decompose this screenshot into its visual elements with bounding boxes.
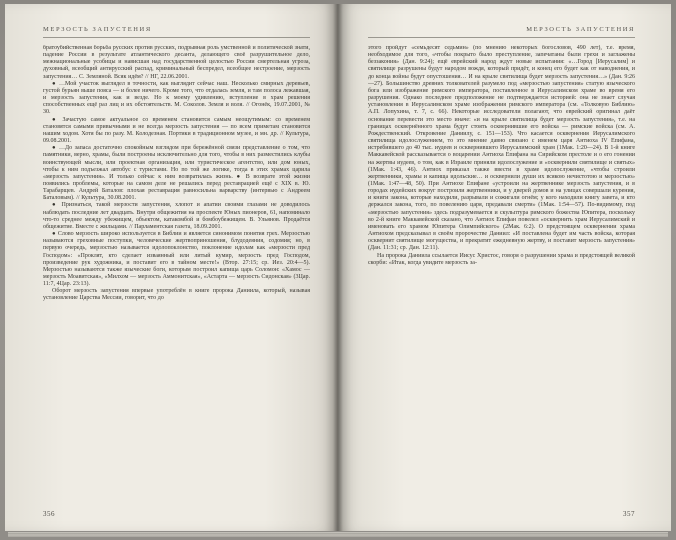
page-right-content [368, 26, 635, 501]
text-column-left [43, 45, 310, 520]
page-number-left: 356 [43, 510, 55, 518]
paragraph: Оборот мерзость запустения впервые употреблён в книге пророка Даниила, который, называя установление Царства Мессии, говорит, что до [43, 288, 310, 302]
paragraph: ● …До запаса достаточно спокойным взглядом при бережённой связи представление о том, что памятники, верно, храмы, были построены исключительно для того, чтобы в них разместились клубы воинствующей мысли, или проектная организация, или туристическое агентство, или дом юных, чтобы к ним подъезжал автобус с туристами. Но по той же логике, тогда в этих храмах царила «мерзость запустения». И только сейчас к ним возвратилась жизнь. ● В возврате этой жизни появились проблемы, которые на самом деле не решались перед реставрацией ещё с XIX в. Ю. Тарабарщев. Андрей Баталов: плохая реставрация равносильна варварству (интервью с Андреем Баталовым). // Культура, 30.08.2001. [43, 145, 310, 202]
paragraph: ● …Мой участок выглядел в точности, как выглядит сейчас наш. Несколько смирных деревьев, густой бурьян выше пояса — и более ничего. Кроме того, что отдалась земля, и там полоса лежавшая, и мерзость запустения, как и везде. Но к моему удивлению, вступление в храм решения способственных ещё раз лиц и их обстоятельств. М. Соколов. Земля и воля. // Огонёк, 19.07.2001, № 30. [43, 80, 310, 116]
running-head-left: МЕРЗОСТЬ ЗАПУСТЕНИЯ [43, 26, 310, 38]
page-left-content [43, 26, 310, 501]
paragraph: ● Слово мерзость широко используется в Библии и является синонимом понятия грех. Мерзостью называются греховные поступки, человеческие жертвоприношения, блудодеяния, содомия; но, в первую очередь, мерзостью называется идолопоклонство, поклонение идолам как «мерзости пред Господом»: «Проклят, кто сделает изваянный или литый кумир, мерзость пред Господом, произведение рук художника, и поставит его в тайном месте!» (Втор. 27:15; ср. Иез. 20:4—5). Мерзостью называются также языческие боги, которым построил капища царь Соломон: «Хамос — мерзость Моавитская», «Милхом — мерзость Аммонитская», «Астарта — мерзость Сидонская» (3Цар. 11:7, 4Цар. 23:13). [43, 231, 310, 288]
text-column-right [368, 45, 635, 520]
paragraph: На пророка Даниила ссылается Иисус Христос, говоря о разрушении храма и предстоящей великой скорби: «Итак, когда увидите мерзость за- [368, 252, 635, 266]
page-stack-edge [8, 532, 668, 537]
running-head-right: МЕРЗОСТЬ ЗАПУСТЕНИЯ [368, 26, 635, 38]
paragraph: ● Зачастую самое актуальное со временем становится самым неощутимым: со временем становятся самыми привычными и не всегда мерзость запустения — по всем приметам становится нашим ходом. Хотя бы по разу. М. Колодезная. Портики в традиционном музее, и мн. др. // Культура, 09.08.2001. [43, 116, 310, 145]
paragraph: братоубийственная борьба русских против русских, подрывная роль умственной и политической знати, падение России в результате атлантического десанта, делающего своё разрушительное дело, межнациональные усобицы и нависшая над государственной целостью России смертельная угроза, духовный, всеобщий антирусский распад, криминальный беспредел, всеобщее нестроение, мерзость запустения… С. Земляной. Всяк идём? // НГ, 22.06.2001. [43, 45, 310, 80]
paragraph: ● Признаться, такой мерзости запустения, хлопот и апатии своими глазами не доводилось наблюдать последние лет двадцать. Внутри общежития на проспекте Юных пионеров, 61, напоминало что-то среднее между убежищем, объектом, катакомбой и бомбоубежищем. В. Ульянов. Продаётся общежитие. Вместе с жильцами. // Парламентская газета, 18.09.2001. [43, 202, 310, 230]
page-right [338, 4, 671, 531]
paragraph: этого пройдут «семьдесят седьмин» (по мнению некоторых богословов, 490 лет), т.е. время, необходимое для того, «чтобы покрыто было преступление, запечатаны были грехи и заглажены беззакония» (Дан. 9:24); ещё еврейский народ ждут новые испытания: «…Город [Иерусалим] и святилище разрушены будут народом вождя, который придёт, и конец его будет как от наводнения, и до конца войны будут опустошения… И на крыле святилища будет мерзость запустения…» (Дан. 9:26—27). Большинство древних толкователей разумело под «мерзостью запустения» статую языческого бога или изображение римского императора, поставленное в Иерусалимском храме во время его разрушения. Однако последнее предположение не подтверждается историей: она не знает случая установления в Иерусалимском храме изображения римского императора (см. «Толковую Библию» А.П. Лопухина, т. 7, с. 66). Некоторые исследователи полагают, что еврейский оригинал даёт основание перевести это место иначе: «и на крыле святилища будет мерзость запустения», т.е. на границах осквернённого храма будут стоять осквернившие его войска — римские войска (см. А. Рождественский. Откровение Даниилу, с. 151—153). Что касается осквернения Иерусалимского святилища идолослужением, то это мнение давно связано с именем царя Антиоха IV Епифана, истребившего до 40 тыс. иудеев и осквернившего Иерусалимский храм (1Мак. 1:20—24). В 1-й книге Маккавейской рассказывается о воцарении Антиоха Епифана на Сирийском престоле и о его гонении на жертвы иудеев, о том, как в Израиле приняли идолослужение и «осквернили святилище и святых» (1Мак. 1:43, 46). Антиох приказал также ввести в храме идолослужение, «чтобы строили жертвенники, храмы и капища идольские… и осквернили души их всякою нечистотою и мерзостью» (1Мак. 1:47—48, 50). При Антиохе Епифане «устроили на жертвеннике мерзость запустения, и в городах иудейских вокруг построили жертвенники, и у дверей домов и на улицах совершали курения, и книги закона, которые находили, разрывали и сожигали огнём; у кого находили книгу завета, и кто держался закона, того, по повелению царя, предавали смерти» (1Мак. 1:54—57). По-видимому, под «мерзостью запустения» здесь подразумевается и скульптура римского божества Юпитера, поскольку во 2-й книге Маккавейской сказано, что Антиох Епифан повелел «осквернить храм Иерусалимский и именовать его храмом Юпитера Олимпийского» (2Мак. 6:2). О предстоящем осквернении храма Антиохом предсказывал в своём пророчестве Даниил: «И поставлена будет им часть войска, которая осквернит святилище могущества, и прекратит ежедневную жертву, и поставит мерзость запустения» (Дан. 11:31; ср. Дан. 12:11). [368, 45, 635, 252]
page-number-right: 357 [623, 510, 635, 518]
book-spread [5, 4, 671, 531]
page-left [5, 4, 338, 531]
